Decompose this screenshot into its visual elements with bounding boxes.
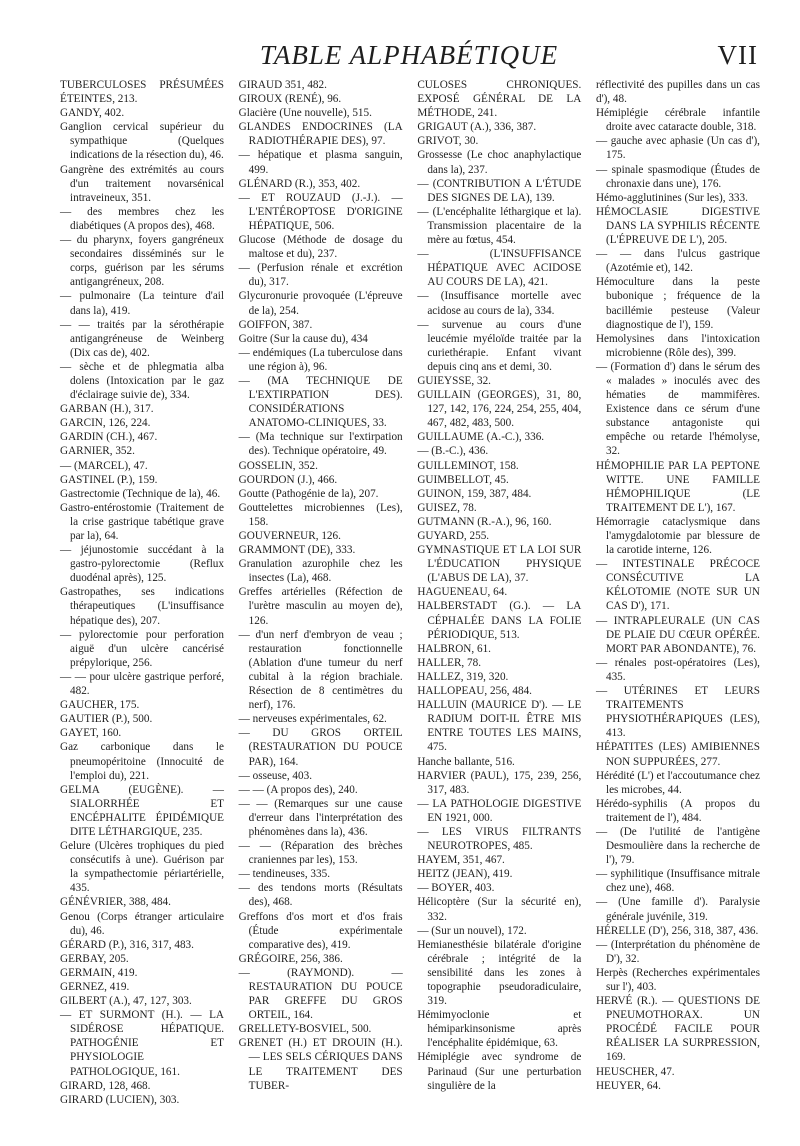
index-entry: GRENET (H.) ET DROUIN (H.). — LES SELS CÉRIQUES DANS LE TRAITEMENT DES TUBER- bbox=[238, 1037, 403, 1092]
index-entry: HALLEZ, 319, 320. bbox=[417, 670, 509, 683]
index-entry: GRÉGOIRE, 256, 386. bbox=[238, 952, 343, 965]
index-entry: Greffons d'os mort et d'os frais (Étude expérimentale comparative des), 419. bbox=[238, 910, 403, 951]
index-entry: CULOSES CHRONIQUES. EXPOSÉ GÉNÉRAL DE LA MÉTHODE, 241. bbox=[417, 79, 582, 120]
index-entry: — rénales post-opératoires (Les), 435. bbox=[595, 656, 760, 683]
index-entry: GAYET, 160. bbox=[60, 727, 122, 740]
index-entry: Granulation azurophile chez les insectes (La), 468. bbox=[238, 558, 403, 585]
index-entry: GOIFFON, 387. bbox=[238, 318, 313, 331]
index-entry: — spinale spasmodique (Études de chronaxie dans une), 176. bbox=[595, 163, 760, 190]
index-entry: HERVÉ (R.). — QUESTIONS DE PNEUMOTHORAX. UN PROCÉDÉ FACILE POUR RÉALISER LA SURPRESSION, 169. bbox=[595, 995, 760, 1064]
index-entry: — pulmonaire (La teinture d'ail dans la), 419. bbox=[60, 290, 224, 317]
index-entry: — — (Remarques sur une cause d'erreur dans l'interprétation des phénomènes dans la), 436. bbox=[238, 797, 403, 838]
index-entry: Gastrectomie (Technique de la), 46. bbox=[60, 487, 221, 500]
index-entry: — — (Réparation des brèches craniennes par les), 153. bbox=[238, 840, 403, 867]
index-entry: Hémoculture dans la peste bubonique ; fréquence de la bacillémie pesteuse (Valeur diagnostique de l'), 159. bbox=[595, 276, 760, 331]
index-entry: — (De l'utilité de l'antigène Desmoulière dans la recherche de l'), 79. bbox=[595, 825, 760, 867]
index-entry: GELMA (EUGÈNE). — SIALORRHÉE ET ENCÉPHALITE ÉPIDÉMIQUE DITE LÉTHARGIQUE, 235. bbox=[60, 783, 224, 838]
index-entry: — gauche avec aphasie (Un cas d'), 175. bbox=[595, 135, 760, 162]
index-entry: GASTINEL (P.), 159. bbox=[60, 473, 158, 486]
index-entry: — (B.-C.), 436. bbox=[417, 445, 489, 458]
index-entry: GIROUX (RENÉ), 96. bbox=[238, 93, 342, 106]
index-entry: GRIGAUT (A.), 336, 387. bbox=[417, 121, 537, 134]
index-entry: — jéjunostomie succédant à la gastro-pylorectomie (Reflux duodénal après), 125. bbox=[60, 544, 224, 585]
index-entry: GUILLEMINOT, 158. bbox=[417, 459, 519, 472]
index-entry: — — (A propos des), 240. bbox=[238, 783, 358, 796]
index-entry: Gangrène des extrémités au cours d'un traitement novarsénical intraveineux, 351. bbox=[60, 163, 224, 204]
index-entry: — BOYER, 403. bbox=[417, 882, 495, 895]
index-entry: GRELLETY-BOSVIEL, 500. bbox=[238, 1023, 372, 1036]
index-entry: Hémo-agglutinines (Sur les), 333. bbox=[595, 191, 748, 204]
index-entry: Ganglion cervical supérieur du sympathique (Quelques indications de la résection du), 46. bbox=[60, 121, 224, 162]
index-entry: Hanche ballante, 516. bbox=[417, 755, 515, 768]
index-entry: Glycuronurie provoquée (L'épreuve de la), 254. bbox=[238, 290, 403, 317]
index-entry: — ET ROUZAUD (J.-J.). — L'ENTÉROPTOSE D'ORIGINE HÉPATIQUE, 506. bbox=[238, 191, 403, 232]
index-entry: — INTESTINALE PRÉCOCE CONSÉCUTIVE LA KÉLOTOMIE (NOTE SUR UN CAS D'), 171. bbox=[595, 558, 760, 613]
running-head bbox=[60, 40, 758, 80]
index-entry: HEITZ (JEAN), 419. bbox=[417, 868, 513, 881]
index-entry: GÉNÉVRIER, 388, 484. bbox=[60, 896, 171, 909]
index-entry: GAUTIER (P.), 500. bbox=[60, 713, 153, 726]
index-entry: GERBAY, 205. bbox=[60, 952, 129, 965]
index-entry: Hérédité (L') et l'accoutumance chez les microbes, 44. bbox=[595, 769, 760, 796]
index-entry: — DU GROS ORTEIL (RESTAURATION DU POUCE PAR), 164. bbox=[238, 727, 403, 768]
index-entry: — — pour ulcère gastrique perforé, 482. bbox=[60, 670, 224, 698]
index-entry: — endémiques (La tuberculose dans une région à), 96. bbox=[238, 346, 403, 373]
index-entry: GUILLAIN (GEORGES), 31, 80, 127, 142, 176, 224, 254, 255, 404, 467, 482, 483, 500. bbox=[417, 389, 582, 430]
page-number: VII bbox=[717, 40, 758, 70]
page-title: TABLE ALPHABÉTIQUE bbox=[259, 40, 559, 70]
index-entry: Gastropathes, ses indications thérapeutiques (L'insuffisance hépatique des), 207. bbox=[60, 586, 224, 627]
index-entry: Hémiplégie cérébrale infantile droite avec cataracte double, 318. bbox=[595, 107, 760, 134]
index-column-1 bbox=[60, 78, 224, 1107]
index-entry: — tendineuses, 335. bbox=[238, 868, 331, 881]
index-entry: HALLER, 78. bbox=[417, 656, 482, 669]
index-entry: — INTRAPLEURALE (UN CAS DE PLAIE DU CŒUR OPÉRÉE. MORT PAR ABONDANTE), 76. bbox=[595, 614, 760, 655]
index-entry: Hémimyoclonie et hémiparkinsonisme après l'encéphalite épidémique, 63. bbox=[417, 1009, 582, 1050]
index-entry: Glacière (Une nouvelle), 515. bbox=[238, 107, 372, 120]
index-column-3 bbox=[417, 78, 581, 1107]
index-entry: — — traités par la sérothérapie antigangréneuse de Weinberg (Dix cas de), 402. bbox=[60, 318, 224, 359]
index-entry: HALLUIN (MAURICE D'). — LE RADIUM DOIT-IL ÊTRE MIS ENTRE TOUTES LES MAINS, 475. bbox=[417, 699, 582, 754]
index-entry: — (Interprétation du phénomène de D'), 32. bbox=[595, 938, 760, 965]
index-entry: TUBERCULOSES PRÉSUMÉES ÉTEINTES, 213. bbox=[60, 79, 224, 106]
index-entry: GILBERT (A.), 47, 127, 303. bbox=[60, 995, 192, 1008]
index-entry: — (Insuffisance mortelle avec acidose au cours de la), 334. bbox=[417, 290, 582, 317]
index-entry: GOURDON (J.), 466. bbox=[238, 473, 338, 486]
index-entry: — d'un nerf d'embryon de veau ; restauration fonctionnelle (Ablation d'une tumeur du nerf cubital à la région brachiale. Résection de 8 centimètres du nerf), 176. bbox=[238, 628, 403, 712]
index-entry: GUINON, 159, 387, 484. bbox=[417, 487, 532, 500]
index-entry: — (L'INSUFFISANCE HÉPATIQUE AVEC ACIDOSE AU COURS DE LA), 421. bbox=[417, 248, 582, 289]
index-entry: GERNEZ, 419. bbox=[60, 981, 130, 993]
index-entry: HALBRON, 61. bbox=[417, 642, 491, 655]
index-entry: — (Formation d') dans le sérum des « malades » inoculés avec des hématies de mammifères. Existence dans ce sérum d'une substance antagoniste qui empêche ou retarde l'hémolyse, 32. bbox=[595, 360, 760, 458]
index-entry: — (CONTRIBUTION A L'ÉTUDE DES SIGNES DE LA), 139. bbox=[417, 177, 582, 204]
index-entry: — UTÉRINES ET LEURS TRAITEMENTS PHYSIOTHÉRAPIQUES (LES), 413. bbox=[595, 685, 760, 740]
index-entry: GIRARD (LUCIEN), 303. bbox=[60, 1093, 180, 1106]
index-entry: Goitre (Sur la cause du), 434 bbox=[238, 332, 368, 345]
index-entry: GLÉNARD (R.), 353, 402. bbox=[238, 177, 361, 190]
index-entry: HALBERSTADT (G.). — LA CÉPHALÉE DANS LA FOLIE PÉRIODIQUE, 513. bbox=[417, 600, 582, 641]
index-entry: Gelure (Ulcères trophiques du pied consécutifs à une). Guérison par la sympathectomie périartérielle, 435. bbox=[60, 840, 224, 895]
index-entry: GÉRARD (P.), 316, 317, 483. bbox=[60, 938, 194, 951]
index-entry: GOUVERNEUR, 126. bbox=[238, 530, 341, 542]
index-entry: Hérédo-syphilis (A propos du traitement de l'), 484. bbox=[595, 797, 760, 824]
index-entry: GARBAN (H.), 317. bbox=[60, 403, 154, 416]
index-entry: GARDIN (CH.), 467. bbox=[60, 431, 158, 444]
index-entry: GERMAIN, 419. bbox=[60, 966, 138, 979]
index-column-2 bbox=[239, 78, 403, 1107]
index-columns bbox=[60, 78, 760, 1107]
index-entry: — LA PATHOLOGIE DIGESTIVE EN 1921, 000. bbox=[417, 797, 582, 824]
index-entry: — (Ma technique sur l'extirpation des). Technique opératoire, 49. bbox=[238, 431, 403, 458]
index-entry: — (MARCEL), 47. bbox=[60, 459, 148, 472]
index-entry: Hélicoptère (Sur la sécurité en), 332. bbox=[417, 896, 582, 923]
index-entry: — (L'encéphalite léthargique et la). Transmission placentaire de la mère au fœtus, 454. bbox=[417, 205, 582, 247]
index-entry: — des membres chez les diabétiques (A propos des), 468. bbox=[60, 205, 224, 232]
index-entry: — du pharynx, foyers gangréneux secondaires disséminés sur le corps, guérison par les sérums antigangréneux, 208. bbox=[60, 234, 224, 289]
index-entry: GUIEYSSE, 32. bbox=[417, 374, 491, 387]
index-entry: GANDY, 402. bbox=[60, 107, 125, 120]
index-entry: GARCIN, 126, 224. bbox=[60, 417, 151, 430]
index-entry: — ET SURMONT (H.). — LA SIDÉROSE HÉPATIQUE. PATHOGÉNIE ET PHYSIOLOGIE PATHOLOGIQUE, 161. bbox=[60, 1009, 224, 1078]
index-entry: HÉPATITES (LES) AMIBIENNES NON SUPPURÉES, 277. bbox=[595, 741, 760, 768]
index-entry: HAYEM, 351, 467. bbox=[417, 854, 505, 867]
index-column-4 bbox=[596, 78, 760, 1107]
index-entry: — des tendons morts (Résultats des), 468. bbox=[238, 882, 403, 909]
index-entry: GAUCHER, 175. bbox=[60, 699, 140, 712]
index-entry: — pylorectomie pour perforation aiguë d'un ulcère cancérisé prépylorique, 256. bbox=[60, 628, 224, 669]
index-entry: GARNIER, 352. bbox=[60, 445, 135, 458]
index-entry: — (RAYMOND). — RESTAURATION DU POUCE PAR GREFFE DU GROS ORTEIL, 164. bbox=[238, 966, 403, 1022]
index-entry: HEUSCHER, 47. bbox=[595, 1065, 675, 1078]
index-entry: Gastro-entérostomie (Traitement de la crise gastrique tabétique grave par la), 64. bbox=[60, 501, 224, 542]
index-entry: Glucose (Méthode de dosage du maltose et du), 237. bbox=[238, 234, 403, 261]
index-entry: — (Une famille d'). Paralysie générale juvénile, 319. bbox=[595, 896, 760, 923]
index-entry: HARVIER (PAUL), 175, 239, 256, 317, 483. bbox=[417, 769, 582, 796]
index-entry: Hemianesthésie bilatérale d'origine cérébrale ; intégrité de la sensibilité dans les zones à topographie pseudoradiculaire, 319. bbox=[417, 938, 582, 1008]
index-entry: Hémorragie cataclysmique dans l'amygdalotomie par blessure de la carotide interne, 126. bbox=[595, 515, 760, 557]
index-entry: GUYARD, 255. bbox=[417, 530, 490, 542]
index-entry: Goutte (Pathogénie de la), 207. bbox=[238, 487, 379, 500]
index-entry: GIRARD, 128, 468. bbox=[60, 1079, 151, 1092]
index-entry: — (Perfusion rénale et excrétion du), 317. bbox=[238, 262, 403, 289]
index-entry: GUTMANN (R.-A.), 96, 160. bbox=[417, 515, 552, 528]
index-entry: HALLOPEAU, 256, 484. bbox=[417, 685, 532, 698]
index-entry: Gaz carbonique dans le pneumopéritoine (Innocuité de l'emploi du), 221. bbox=[60, 741, 224, 782]
index-entry: — LES VIRUS FILTRANTS NEUROTROPES, 485. bbox=[417, 825, 582, 853]
index-entry: GRAMMONT (DE), 333. bbox=[238, 544, 356, 557]
index-entry: — survenue au cours d'une leucémie myéloïde traitée par la curiethérapie. Enfant vivant depuis cinq ans et demi, 30. bbox=[417, 318, 582, 373]
index-entry: GYMNASTIQUE ET LA LOI SUR L'ÉDUCATION PHYSIQUE (L'ABUS DE LA), 37. bbox=[417, 544, 582, 585]
index-entry: Gouttelettes microbiennes (Les), 158. bbox=[238, 501, 403, 528]
index-entry: Greffes artérielles (Réfection de l'urètre masculin au moyen de), 126. bbox=[238, 586, 403, 627]
index-entry: GUIMBELLOT, 45. bbox=[417, 473, 509, 486]
index-entry: HÉRELLE (D'), 256, 318, 387, 436. bbox=[595, 924, 759, 937]
index-entry: — nerveuses expérimentales, 62. bbox=[238, 713, 387, 726]
index-entry: Hemolysines dans l'intoxication microbienne (Rôle des), 399. bbox=[595, 332, 760, 359]
index-entry: HAGUENEAU, 64. bbox=[417, 586, 508, 599]
index-entry: Genou (Corps étranger articulaire du), 46. bbox=[60, 910, 224, 937]
index-entry: Grossesse (Le choc anaphylactique dans la), 237. bbox=[417, 149, 582, 176]
index-entry: HÉMOPHILIE PAR LA PEPTONE WITTE. UNE FAMILLE HÉMOPHILIQUE (LE TRAITEMENT DE L'), 167. bbox=[595, 459, 760, 514]
index-entry: GIRAUD 351, 482. bbox=[238, 79, 327, 91]
index-entry: Hémiplégie avec syndrome de Parinaud (Sur une perturbation singulière de la bbox=[417, 1051, 582, 1092]
index-entry: — (Sur un nouvel), 172. bbox=[417, 924, 527, 937]
index-entry: GOSSELIN, 352. bbox=[238, 459, 318, 472]
index-entry: GUISEZ, 78. bbox=[417, 501, 477, 514]
index-entry: GRIVOT, 30. bbox=[417, 135, 479, 148]
index-entry: GLANDES ENDOCRINES (LA RADIOTHÉRAPIE DES), 97. bbox=[238, 121, 403, 148]
index-entry: — (MA TECHNIQUE DE L'EXTIRPATION DES). CONSIDÉRATIONS ANATOMO-CLINIQUES, 33. bbox=[238, 374, 403, 430]
index-entry: HEUYER, 64. bbox=[595, 1079, 661, 1092]
index-entry: GUILLAUME (A.-C.), 336. bbox=[417, 431, 545, 444]
index-entry: — sèche et de phlegmatia alba dolens (Intoxication par le gaz d'éclairage suivie de), 334. bbox=[60, 360, 224, 402]
index-entry: — — dans l'ulcus gastrique (Azotémie et), 142. bbox=[595, 248, 760, 275]
index-entry: — osseuse, 403. bbox=[238, 769, 312, 782]
index-entry: Herpès (Recherches expérimentales sur l'), 403. bbox=[595, 966, 760, 993]
index-entry: — syphilitique (Insuffisance mitrale chez une), 468. bbox=[595, 868, 760, 895]
index-entry: — hépatique et plasma sanguin, 499. bbox=[238, 149, 403, 176]
index-entry: réflectivité des pupilles dans un cas d'), 48. bbox=[595, 79, 760, 106]
index-entry: HÉMOCLASIE DIGESTIVE DANS LA SYPHILIS RÉCENTE (L'ÉPREUVE DE L'), 205. bbox=[595, 205, 760, 247]
